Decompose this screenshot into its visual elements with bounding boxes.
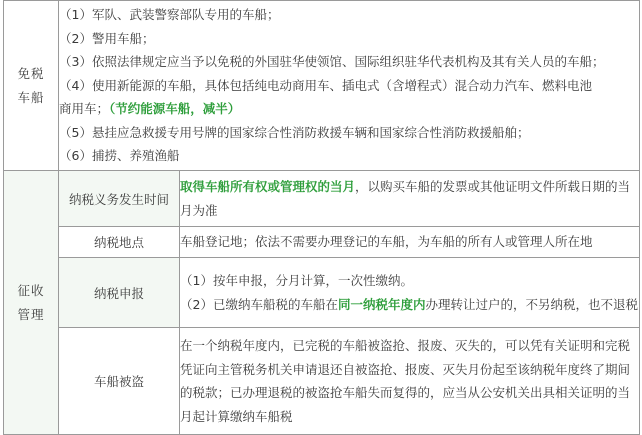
exempt-item: （5）悬挂应急救援专用号牌的国家综合性消防救援车辆和国家综合性消防救援船舶； bbox=[59, 124, 530, 140]
exempt-label-1: 免税 bbox=[17, 65, 45, 81]
obligation-highlight: 取得车船所有权或管理权的当月 bbox=[180, 179, 356, 194]
location-name: 纳税地点 bbox=[59, 227, 180, 258]
exempt-item-4-highlight: （节约能源车船，减半） bbox=[109, 101, 241, 117]
declaration-prefix: （2）已缴纳车船税的车船在 bbox=[180, 296, 338, 312]
exempt-item-4-line-2 bbox=[59, 97, 639, 121]
declaration-name: 纳税申报 bbox=[59, 258, 180, 328]
location-content: 车船登记地；依法不需要办理登记的车船，为车船的所有人或管理人所在地 bbox=[180, 227, 640, 258]
admin-category-cell bbox=[4, 171, 59, 435]
admin-label-2: 管理 bbox=[17, 306, 45, 322]
exempt-category-cell bbox=[4, 1, 59, 171]
obligation-row bbox=[4, 171, 640, 227]
theft-name: 车船被盗 bbox=[59, 328, 180, 435]
obligation-rest: ，以购买车船的发票或其他证明文件所载日期的当月为准 bbox=[180, 179, 631, 218]
declaration-row bbox=[4, 258, 640, 328]
location-row bbox=[4, 227, 640, 258]
declaration-highlight: 同一纳税年度内 bbox=[337, 296, 426, 312]
exempt-item: （1）军队、武装警察部队专用的车船； bbox=[59, 7, 280, 23]
exempt-item: （2）警用车船； bbox=[59, 30, 155, 46]
theft-row bbox=[4, 328, 640, 435]
exempt-item: （3）依照法律规定应当予以免税的外国驻华使领馆、国际组织驻华代表机构及其有关人员的车船； bbox=[59, 54, 605, 70]
obligation-content bbox=[180, 171, 640, 227]
tax-table bbox=[3, 0, 640, 435]
declaration-rest: 办理转让过户的，不另纳税，也不退税 bbox=[425, 296, 638, 312]
exempt-items-cell bbox=[59, 1, 640, 171]
exempt-row bbox=[4, 1, 640, 171]
exempt-item: （6）捕捞、养殖渔船 bbox=[59, 148, 180, 164]
theft-content: 在一个纳税年度内，已完税的车船被盗抢、报废、灭失的，可以凭有关证明和完税凭证向主管税务机关申请退还自被盗抢、报废、灭失月份起至该纳税年度终了期间的税款；已办理退税的被盗抢车船失而复得的，应当从公安机关出具相关证明的当月起计算缴纳车船税 bbox=[180, 328, 640, 435]
declaration-line-2 bbox=[180, 293, 639, 317]
admin-label-1: 征收 bbox=[17, 282, 45, 298]
obligation-name: 纳税义务发生时间 bbox=[59, 171, 180, 227]
declaration-content bbox=[180, 258, 640, 328]
exempt-item-4-line-1: （4）使用新能源的车船，具体包括纯电动商用车、插电式（含增程式）混合动力汽车、燃料电池 bbox=[59, 77, 592, 93]
exempt-label-2: 车船 bbox=[17, 89, 45, 105]
exempt-item-4-prefix: 商用车； bbox=[59, 101, 110, 117]
declaration-line-1: （1）按年申报，分月计算，一次性缴纳。 bbox=[180, 273, 413, 288]
